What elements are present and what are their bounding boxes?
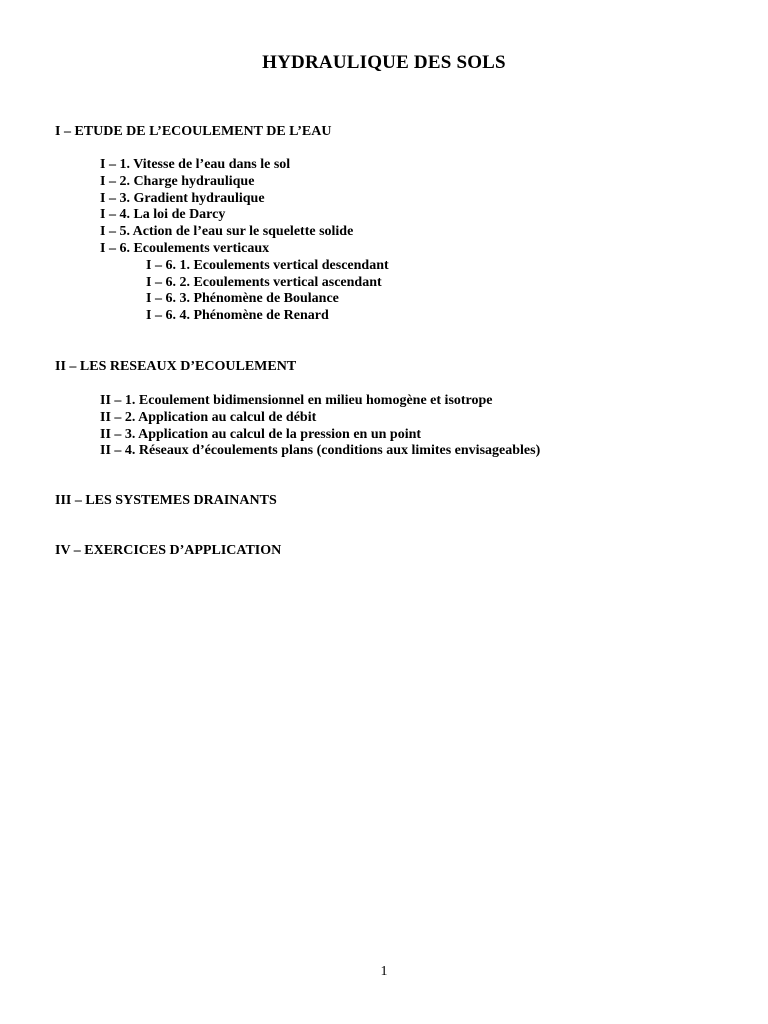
toc-item-1-1: I – 1. Vitesse de l’eau dans le sol xyxy=(100,157,291,172)
toc-item-1-2: I – 2. Charge hydraulique xyxy=(100,173,255,189)
section-heading-2: II – LES RESEAUX D’ECOULEMENT xyxy=(55,359,297,374)
section-2-items xyxy=(0,393,540,460)
toc-item-1-4: I – 4. La loi de Darcy xyxy=(100,207,226,223)
toc-item-2-4: II – 4. Réseaux d’écoulements plans (conditions aux limites envisageables) xyxy=(100,443,541,459)
section-1-items xyxy=(0,157,389,325)
toc-item-2-1: II – 1. Ecoulement bidimensionnel en milieu homogène et isotrope xyxy=(100,393,493,408)
page-number: 1 xyxy=(380,964,388,979)
toc-item-1-6: I – 6. Ecoulements verticaux xyxy=(100,240,270,256)
toc-item-1-5: I – 5. Action de l’eau sur le squelette solide xyxy=(100,224,354,240)
toc-item-1-3: I – 3. Gradient hydraulique xyxy=(100,190,265,206)
toc-subitem-1-6-3: I – 6. 3. Phénomène de Boulance xyxy=(146,291,339,307)
toc-subitem-1-6-1: I – 6. 1. Ecoulements vertical descendant xyxy=(146,257,389,273)
document-title: HYDRAULIQUE DES SOLS xyxy=(262,52,506,73)
section-heading-3: III – LES SYSTEMES DRAINANTS xyxy=(55,493,277,508)
toc-subitem-1-6-2: I – 6. 2. Ecoulements vertical ascendant xyxy=(146,274,382,290)
section-heading-1: I – ETUDE DE L’ECOULEMENT DE L’EAU xyxy=(55,124,332,139)
section-heading-4: IV – EXERCICES D’APPLICATION xyxy=(55,543,282,558)
toc-item-2-2: II – 2. Application au calcul de débit xyxy=(100,409,317,425)
toc-subitem-1-6-4: I – 6. 4. Phénomène de Renard xyxy=(146,308,329,324)
toc-item-2-3: II – 3. Application au calcul de la pression en un point xyxy=(100,426,422,442)
